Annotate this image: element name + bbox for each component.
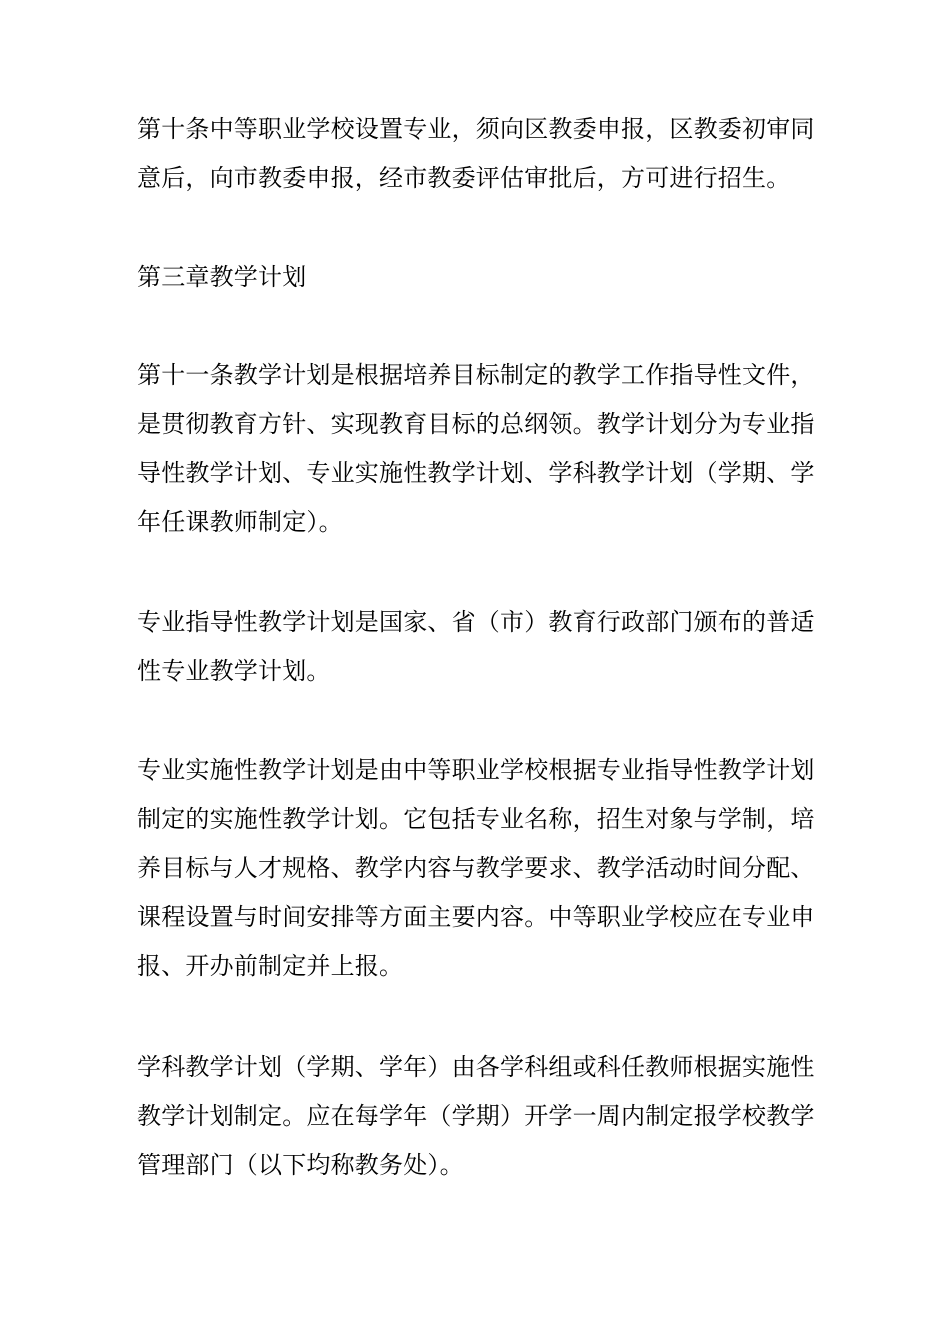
paragraph-subject-plan	[137, 1043, 827, 1190]
text-line: 专业指导性教学计划是国家、省（市）教育行政部门颁布的普适	[137, 608, 815, 636]
paragraph-guiding-plan	[137, 598, 827, 696]
text-line: 管理部门（以下均称教务处）。	[137, 1151, 464, 1179]
text-line: 是贯彻教育方针、实现教育目标的总纲领。教学计划分为专业指	[137, 410, 815, 438]
text-line: 报、开办前制定并上报。	[137, 952, 404, 980]
text-line: 学科教学计划（学期、学年）由各学科组或科任教师根据实施性	[137, 1053, 815, 1081]
text-line: 养目标与人才规格、教学内容与教学要求、教学活动时间分配、	[137, 854, 815, 882]
text-line: 制定的实施性教学计划。它包括专业名称，招生对象与学制，培	[137, 805, 815, 833]
text-line: 导性教学计划、专业实施性教学计划、学科教学计划（学期、学	[137, 459, 815, 487]
text-line: 第三章教学计划	[137, 263, 307, 291]
text-line: 第十条中等职业学校设置专业，须向区教委申报，区教委初审同	[137, 115, 815, 143]
text-line: 教学计划制定。应在每学年（学期）开学一周内制定报学校教学	[137, 1102, 815, 1130]
paragraph-implementation-plan	[137, 746, 827, 991]
paragraph-article-10	[137, 105, 827, 203]
paragraph-article-11	[137, 351, 827, 547]
text-line: 专业实施性教学计划是由中等职业学校根据专业指导性教学计划	[137, 756, 815, 784]
text-line: 第十一条教学计划是根据培养目标制定的教学工作指导性文件，	[137, 361, 815, 389]
text-line: 课程设置与时间安排等方面主要内容。中等职业学校应在专业申	[137, 903, 815, 931]
chapter-heading	[137, 253, 827, 302]
text-line: 性专业教学计划。	[137, 657, 331, 685]
text-line: 意后，向市教委申报，经市教委评估审批后，方可进行招生。	[137, 164, 791, 192]
text-line: 年任课教师制定）。	[137, 508, 343, 536]
